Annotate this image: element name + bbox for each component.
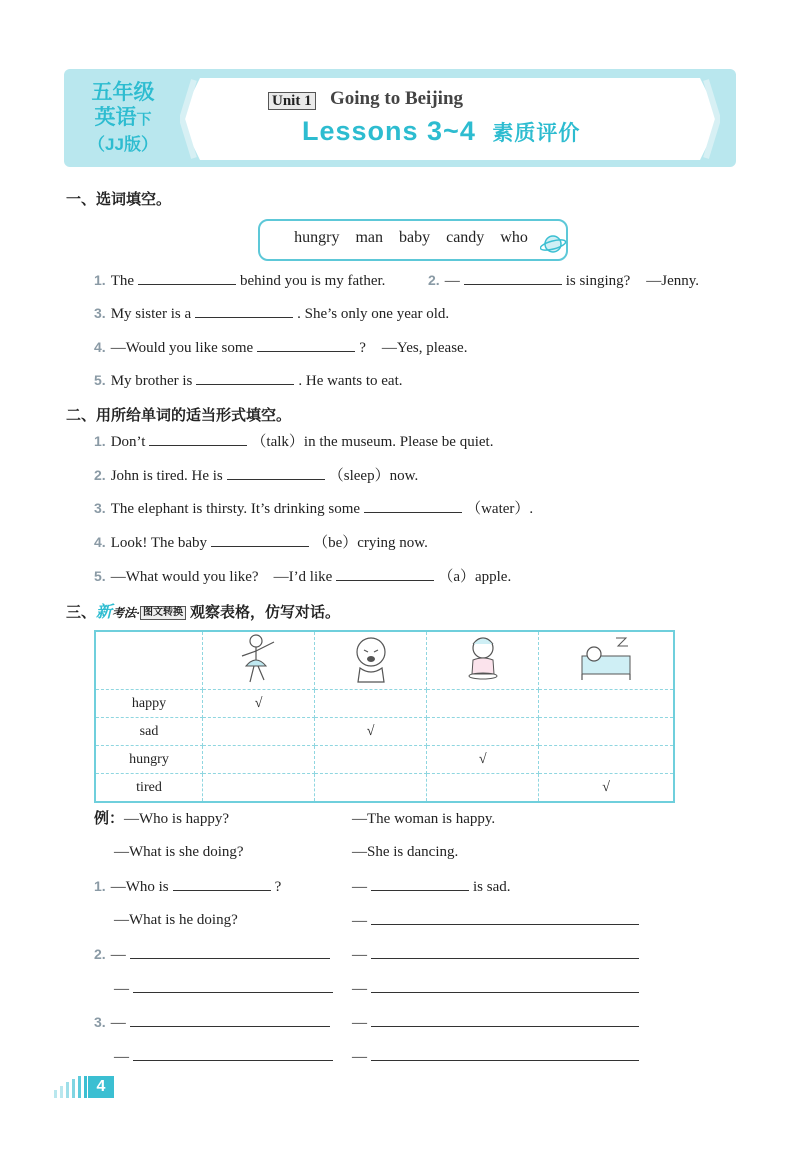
s2-question-4 — [94, 532, 428, 553]
picture-cell — [539, 631, 674, 690]
answer-blank[interactable] — [371, 910, 639, 925]
table-cell — [315, 746, 427, 774]
dancing-woman-icon — [234, 632, 284, 684]
s3-question-3 — [94, 1012, 334, 1033]
question-text: —Would you like some — [110, 340, 254, 356]
table-cell — [203, 746, 315, 774]
question-text: ? — [359, 340, 366, 356]
s1-question-2 — [428, 270, 699, 291]
observation-table — [94, 630, 675, 803]
table-row — [95, 774, 674, 803]
answer-blank[interactable] — [227, 465, 325, 480]
check-mark: √ — [539, 774, 674, 803]
table-cell — [427, 690, 539, 718]
lessons-title — [302, 116, 580, 147]
question-text: behind you is my father. — [240, 273, 386, 289]
s1-question-4 — [94, 337, 467, 358]
answer-blank[interactable] — [371, 1012, 639, 1027]
section-title-text: 观察表格，仿写对话。 — [190, 604, 341, 621]
question-number: 1. — [94, 878, 106, 894]
question-text: —Who is — [110, 879, 169, 895]
table-cell — [315, 690, 427, 718]
table-cell — [539, 746, 674, 774]
answer-blank[interactable] — [130, 944, 330, 959]
s3-answer-2b — [352, 978, 643, 999]
question-text: . She’s only one year old. — [297, 306, 450, 322]
question-text: Don’t — [110, 434, 146, 450]
question-text: —What would you like? —I’d like — [110, 569, 333, 585]
question-text: — — [444, 273, 460, 289]
table-cell — [427, 718, 539, 746]
section-number: 三、 — [66, 604, 97, 621]
question-text: （sleep）now. — [328, 468, 419, 484]
lessons-subtitle: 素质评价 — [492, 122, 581, 145]
example-answer-2: —She is dancing. — [352, 844, 459, 860]
planet-icon — [540, 232, 568, 256]
table-row — [95, 718, 674, 746]
table-cell — [427, 774, 539, 803]
answer-blank[interactable] — [371, 1046, 639, 1061]
question-text: （talk）in the museum. Please be quiet. — [251, 434, 494, 450]
table-cell — [203, 774, 315, 803]
picture-cell — [427, 631, 539, 690]
dash-text: — — [352, 913, 367, 929]
example-question-2: —What is she doing? — [114, 844, 244, 860]
dash-text: — — [114, 981, 129, 997]
page-number: 4 — [88, 1076, 114, 1098]
s1-question-3 — [94, 303, 449, 324]
s3-question-1 — [94, 876, 281, 897]
question-number: 4. — [94, 339, 106, 355]
table-cell — [203, 718, 315, 746]
row-label: tired — [95, 774, 203, 803]
question-number: 4. — [94, 534, 106, 550]
answer-blank[interactable] — [371, 876, 469, 891]
s3-question-2b — [114, 978, 337, 999]
dash-text: — — [352, 879, 367, 895]
grade-line1: 五年级 — [91, 81, 155, 104]
example-label: 例： — [94, 810, 125, 827]
s1-question-5 — [94, 370, 403, 391]
section2-title: 二、用所给单词的适当形式填空。 — [66, 407, 292, 424]
answer-blank[interactable] — [138, 270, 236, 285]
question-text: （a）apple. — [438, 569, 512, 585]
answer-blank[interactable] — [130, 1012, 330, 1027]
dash-text: — — [114, 1049, 129, 1065]
s2-question-3 — [94, 498, 533, 519]
answer-blank[interactable] — [211, 532, 309, 547]
dash-text: — — [110, 1015, 126, 1031]
new-badge: 新 — [96, 604, 113, 621]
subject-text: 英语 — [94, 106, 137, 129]
check-mark: √ — [427, 746, 539, 774]
sleeping-boy-icon — [576, 632, 636, 684]
row-label: happy — [95, 690, 203, 718]
question-number: 2. — [94, 467, 106, 483]
s3-answer-1 — [352, 876, 511, 897]
dash-text: — — [352, 947, 367, 963]
empty-cell — [95, 631, 203, 690]
word-bank: hungry man baby candy who — [294, 229, 528, 246]
grade-line2 — [78, 105, 168, 132]
answer-blank[interactable] — [195, 303, 293, 318]
s3-question-3b — [114, 1046, 337, 1067]
page-stripes-icon — [52, 1076, 88, 1098]
s2-question-2 — [94, 465, 418, 486]
question-text: . He wants to eat. — [298, 373, 403, 389]
s3-question-1b: —What is he doing? — [114, 912, 238, 928]
s3-answer-1b — [352, 910, 643, 931]
answer-blank[interactable] — [149, 431, 247, 446]
question-number: 3. — [94, 500, 106, 516]
table-row — [95, 746, 674, 774]
answer-text: —Yes, please. — [381, 340, 468, 356]
answer-blank[interactable] — [371, 944, 639, 959]
dash-text: — — [352, 1015, 367, 1031]
answer-blank[interactable] — [133, 1046, 333, 1061]
dash-text: — — [110, 947, 126, 963]
picture-cell — [203, 631, 315, 690]
s3-question-2 — [94, 944, 334, 965]
example-question-1 — [94, 809, 229, 829]
table-cell — [539, 718, 674, 746]
table-cell — [539, 690, 674, 718]
answer-blank[interactable] — [464, 270, 562, 285]
question-text: （water）. — [466, 501, 534, 517]
question-text: The elephant is thirsty. It’s drinking some — [110, 501, 361, 517]
kaofa-label: 考法· — [112, 606, 141, 620]
question-number: 3. — [94, 305, 106, 321]
answer-blank[interactable] — [173, 876, 271, 891]
question-number: 5. — [94, 372, 106, 388]
question-text: The — [110, 273, 135, 289]
unit-title: Going to Beijing — [330, 88, 464, 109]
s3-answer-2 — [352, 944, 643, 965]
question-number: 5. — [94, 568, 106, 584]
dash-text: — — [352, 1049, 367, 1065]
unit-badge: Unit 1 — [268, 92, 316, 110]
question-text: is singing? — [565, 273, 631, 289]
s2-question-1 — [94, 431, 493, 452]
question-text: My brother is — [110, 373, 193, 389]
s2-question-5 — [94, 566, 511, 587]
question-number: 3. — [94, 1014, 106, 1030]
dash-text: — — [352, 981, 367, 997]
answer-blank[interactable] — [257, 337, 355, 352]
answer-blank[interactable] — [196, 370, 294, 385]
answer-text: is sad. — [473, 879, 511, 895]
section3-title — [66, 599, 340, 622]
example-text: —Who is happy? — [124, 811, 229, 827]
question-number: 1. — [94, 272, 106, 288]
crying-baby-icon — [346, 632, 396, 684]
section1-title: 一、选词填空。 — [66, 191, 172, 208]
question-number: 2. — [94, 946, 106, 962]
question-text: （be）crying now. — [313, 535, 428, 551]
type-badge: 图文转换 — [140, 606, 186, 620]
example-answer-1: —The woman is happy. — [352, 811, 496, 827]
term-text: 下 — [136, 111, 152, 128]
picture-cell — [315, 631, 427, 690]
row-label: sad — [95, 718, 203, 746]
question-text: Look! The baby — [110, 535, 208, 551]
question-text: ? — [274, 879, 282, 895]
question-text: John is tired. He is — [110, 468, 223, 484]
s3-answer-3b — [352, 1046, 643, 1067]
answer-blank[interactable] — [336, 566, 434, 581]
hungry-girl-icon — [458, 632, 508, 684]
table-cell — [315, 774, 427, 803]
question-number: 1. — [94, 433, 106, 449]
answer-blank[interactable] — [364, 498, 462, 513]
check-mark: √ — [203, 690, 315, 718]
s3-answer-3 — [352, 1012, 643, 1033]
question-number: 2. — [428, 272, 440, 288]
picture-row — [95, 631, 674, 690]
grade-label — [78, 80, 168, 157]
lessons-range: Lessons 3~4 — [302, 116, 476, 146]
answer-text: —Jenny. — [646, 273, 700, 289]
answer-blank[interactable] — [133, 978, 333, 993]
check-mark: √ — [315, 718, 427, 746]
s1-question-1 — [94, 270, 385, 291]
row-label: hungry — [95, 746, 203, 774]
edition-text: （JJ版） — [88, 135, 158, 154]
answer-blank[interactable] — [371, 978, 639, 993]
question-text: My sister is a — [110, 306, 192, 322]
table-row — [95, 690, 674, 718]
